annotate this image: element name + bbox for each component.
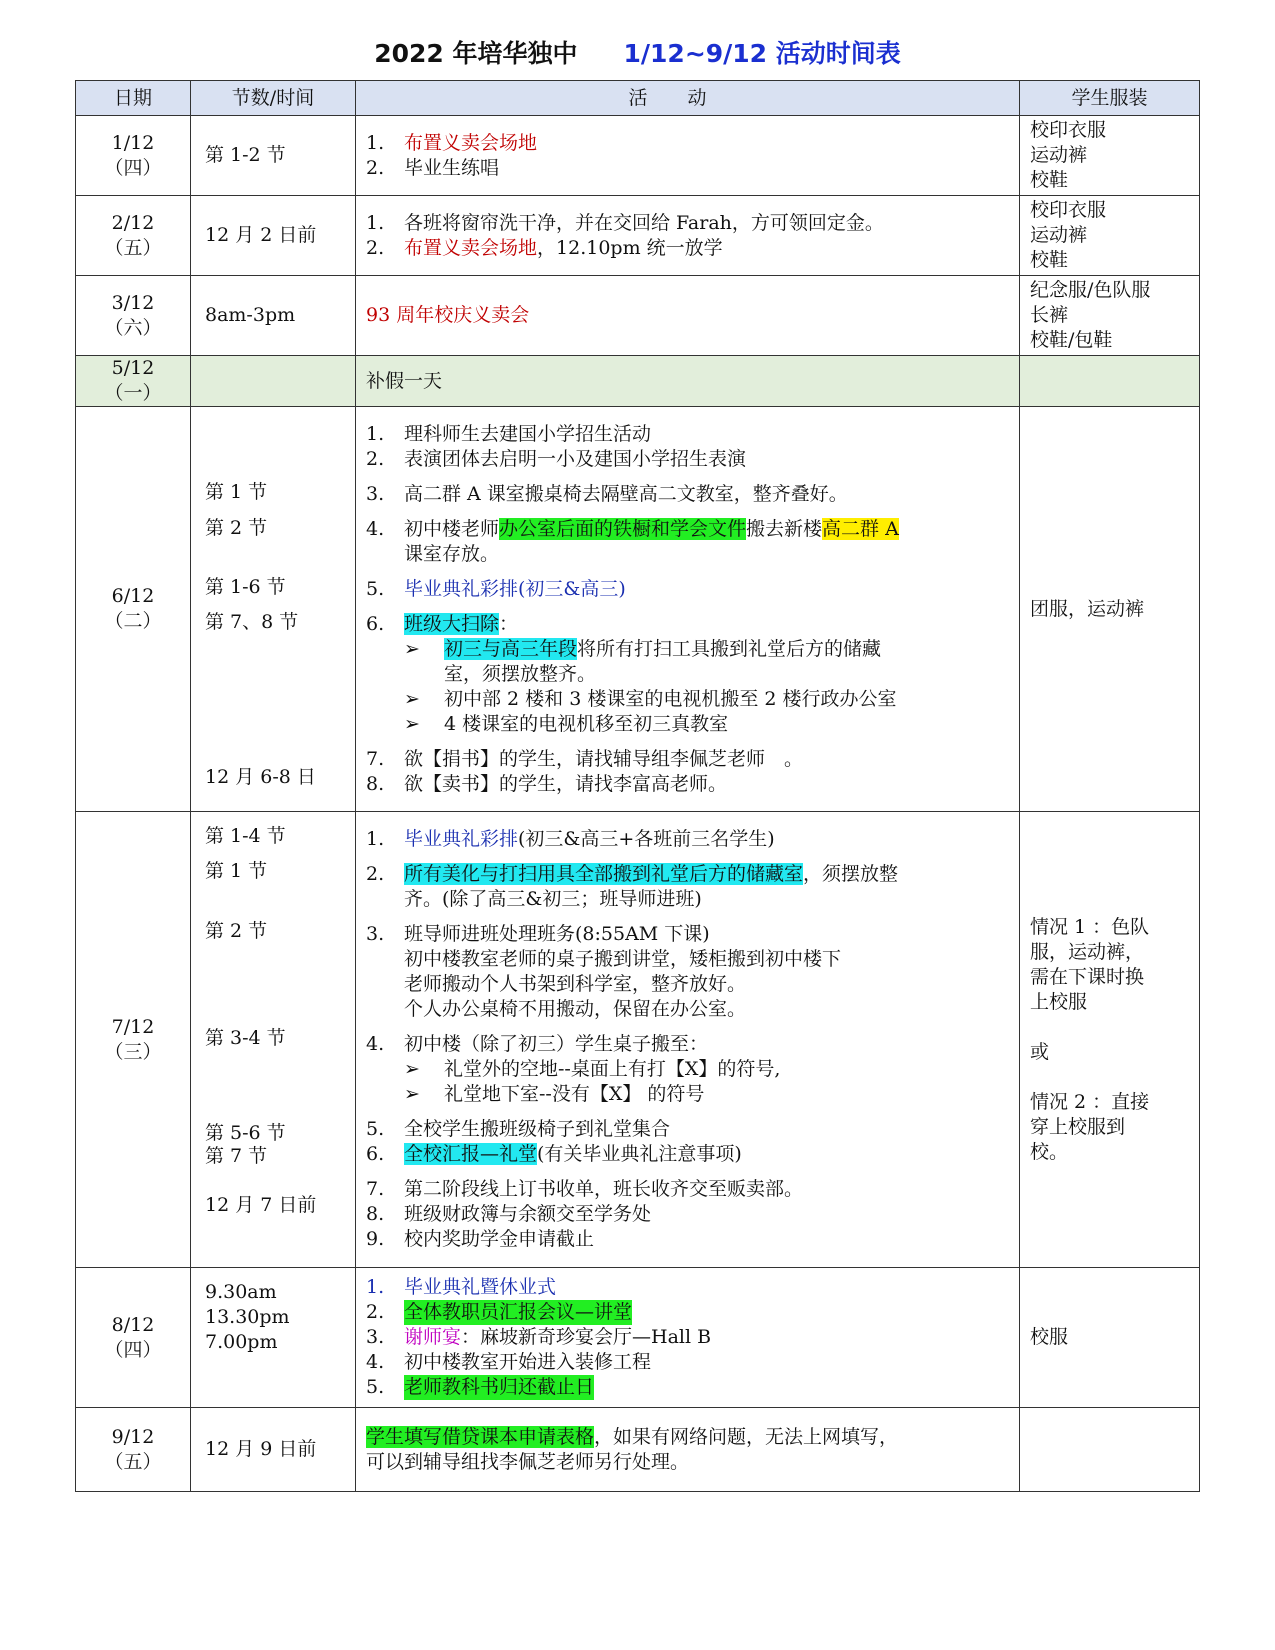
date-cell: 3/12 （六）	[76, 276, 191, 356]
page-title	[0, 34, 1275, 74]
table-row	[76, 116, 1200, 196]
list-item: 4. 初中楼（除了初三）学生桌子搬至：	[366, 1033, 709, 1055]
activity-cell	[356, 812, 1020, 1268]
dress-cell: 校印衣服 运动裤 校鞋	[1020, 116, 1200, 196]
list-item: 3. 谢师宴：麻坡新奇珍宴会厅—Hall B	[366, 1326, 712, 1348]
table-row	[76, 276, 1200, 356]
activity-cell: 补假一天	[356, 356, 1020, 407]
list-item: 9. 校内奖助学金申请截止	[366, 1228, 595, 1250]
list-item: 8. 欲【卖书】的学生，请找李富高老师。	[366, 772, 728, 795]
header-activity: 活动	[356, 81, 1020, 116]
list-item: 8. 班级财政簿与余额交至学务处	[366, 1203, 652, 1225]
sub-item: ➢ 礼堂地下室--没有【X】 的符号	[404, 1083, 705, 1105]
activity-cell: 93 周年校庆义卖会	[356, 276, 1020, 356]
time-cell: 12 月 9 日前	[191, 1408, 356, 1492]
date-cell: 2/12 （五）	[76, 196, 191, 276]
list-item: 6. 全校汇报—礼堂(有关毕业典礼注意事项)	[366, 1143, 742, 1165]
activity-cell	[356, 1268, 1020, 1408]
list-item: 2. 表演团体去启明一小及建国小学招生表演	[366, 447, 747, 470]
arrow-icon: ➢	[404, 687, 420, 710]
dress-cell: 校印衣服 运动裤 校鞋	[1020, 196, 1200, 276]
schedule-table	[75, 80, 1200, 1492]
list-item: 5. 毕业典礼彩排(初三&高三)	[366, 577, 626, 600]
header-date: 日期	[76, 81, 191, 116]
list-item: 5. 老师教科书归还截止日	[366, 1376, 595, 1398]
arrow-icon: ➢	[404, 712, 420, 735]
list-item: 6. 班级大扫除：	[366, 612, 519, 635]
list-item: 3. 班导师进班处理班务(8:55AM 下课) 初中楼教室老师的桌子搬到讲堂，矮柜搬到初中楼下 老师搬动个人书架到科学室，整齐放好。 个人办公桌椅不用搬动，保留在办公室。	[366, 923, 842, 1020]
table-row	[76, 196, 1200, 276]
list-item: 4. 初中楼老师办公室后面的铁橱和学会文件搬去新楼高二群 A 课室存放。	[366, 517, 899, 565]
table-row	[76, 356, 1200, 407]
sub-item: ➢ 4 楼课室的电视机移至初三真教室	[404, 712, 729, 735]
sub-item: ➢ 初中部 2 楼和 3 楼课室的电视机搬至 2 楼行政办公室	[404, 687, 897, 710]
list-item: 7. 第二阶段线上订书收单，班长收齐交至贩卖部。	[366, 1178, 804, 1200]
table-row	[76, 1408, 1200, 1492]
table-row	[76, 812, 1200, 1268]
list-item: 1. 理科师生去建国小学招生活动	[366, 422, 652, 445]
dress-cell: 团服，运动裤	[1020, 407, 1200, 812]
list-item: 2. 布置义卖会场地，12.10pm 统一放学	[366, 236, 723, 259]
table-header-row	[76, 81, 1200, 116]
dress-cell	[1020, 356, 1200, 407]
list-item: 7. 欲【捐书】的学生，请找辅导组李佩芝老师 。	[366, 747, 804, 770]
date-cell: 6/12 （二）	[76, 407, 191, 812]
date-cell: 5/12 （一）	[76, 356, 191, 407]
title-range: 1/12~9/12 活动时间表	[623, 39, 901, 68]
list-item: 4. 初中楼教室开始进入装修工程	[366, 1351, 652, 1373]
date-cell: 7/12 （三）	[76, 812, 191, 1268]
list-item: 2. 毕业生练唱	[366, 156, 500, 179]
time-cell: 第 1 节 第 2 节 第 1-6 节 第 7、8 节 12 月 6-8 日	[191, 407, 356, 812]
list-item: 1. 各班将窗帘洗干净，并在交回给 Farah，方可领回定金。	[366, 211, 884, 234]
dress-cell	[1020, 1408, 1200, 1492]
header-dress: 学生服装	[1020, 81, 1200, 116]
time-cell: 8am-3pm	[191, 276, 356, 356]
list-item: 2. 全体教职员汇报会议—讲堂	[366, 1301, 633, 1323]
date-cell: 9/12 （五）	[76, 1408, 191, 1492]
list-item: 2. 所有美化与打扫用具全部搬到礼堂后方的储藏室，须摆放整 齐。(除了高三&初三；班导师进班)	[366, 863, 899, 910]
activity-cell	[356, 407, 1020, 812]
date: 1/12	[111, 131, 155, 154]
activity-cell	[356, 196, 1020, 276]
title-school: 2022 年培华独中	[374, 39, 578, 68]
date-cell	[76, 116, 191, 196]
dress-cell: 情况 1 ：色队 服，运动裤， 需在下课时换 上校服 或 情况 2 ：直接 穿上校服到 校。	[1020, 812, 1200, 1268]
activity-cell	[356, 116, 1020, 196]
sub-item: ➢ 礼堂外的空地--桌面上有打【X】的符号,	[404, 1058, 781, 1080]
table-row	[76, 1268, 1200, 1408]
activity-cell: 学生填写借贷课本申请表格，如果有网络问题，无法上网填写， 可以到辅导组找李佩芝老师另行处理。	[356, 1408, 1020, 1492]
header-time: 节数/时间	[191, 81, 356, 116]
list-item: 5. 全校学生搬班级椅子到礼堂集合	[366, 1118, 671, 1140]
arrow-icon: ➢	[404, 1058, 420, 1080]
dress-cell: 校服	[1020, 1268, 1200, 1408]
sub-item: ➢ 初三与高三年段将所有打扫工具搬到礼堂后方的储藏 室，须摆放整齐。	[404, 637, 882, 685]
weekday: （四）	[104, 156, 162, 179]
table-row	[76, 407, 1200, 812]
time-cell: 第 1-2 节	[191, 116, 356, 196]
list-item: 1. 毕业典礼暨休业式	[366, 1276, 557, 1298]
time-cell: 12 月 2 日前	[191, 196, 356, 276]
dress-cell: 纪念服/色队服 长裤 校鞋/包鞋	[1020, 276, 1200, 356]
arrow-icon: ➢	[404, 637, 420, 660]
arrow-icon: ➢	[404, 1083, 420, 1105]
date-cell: 8/12 （四）	[76, 1268, 191, 1408]
time-cell: 9.30am 13.30pm 7.00pm	[191, 1268, 356, 1408]
list-item: 1. 毕业典礼彩排(初三&高三+各班前三名学生)	[366, 828, 775, 850]
list-item: 1. 布置义卖会场地	[366, 131, 538, 154]
time-cell: 第 1-4 节 第 1 节 第 2 节 第 3-4 节 第 5-6 节 第 7 节 12 月 7 日前	[191, 812, 356, 1268]
time-cell	[191, 356, 356, 407]
list-item: 3. 高二群 A 课室搬桌椅去隔壁高二文教室，整齐叠好。	[366, 482, 848, 505]
